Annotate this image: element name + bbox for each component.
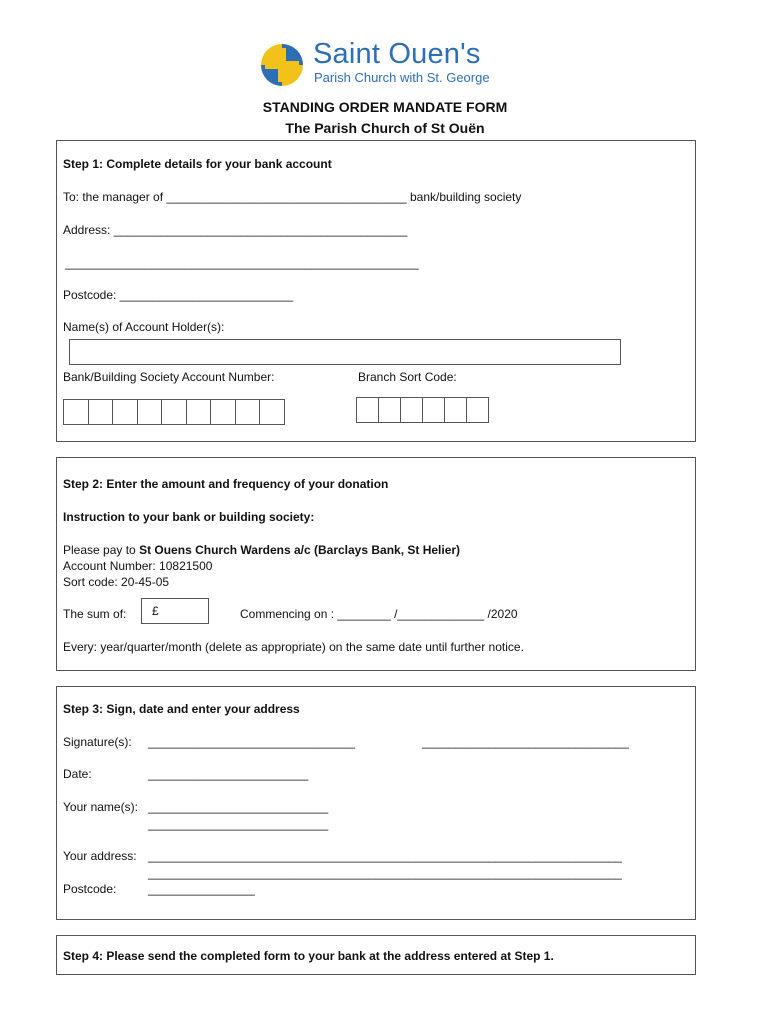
payee-account-number: Account Number: 10821500 (63, 559, 213, 573)
account-holders-input[interactable] (69, 339, 621, 365)
page-subtitle: The Parish Church of St Ouën (285, 120, 485, 136)
account-digit-cell[interactable] (88, 399, 114, 425)
your-name-field-2[interactable]: ___________________________ (148, 817, 329, 831)
date-field[interactable]: ________________________ (148, 767, 309, 781)
sort-digit-cell[interactable] (422, 397, 445, 423)
frequency-text: Every: year/quarter/month (delete as appropriate) on the same date until further notice. (63, 640, 524, 654)
currency-symbol: £ (152, 604, 159, 618)
signature-field-2[interactable]: _______________________________ (422, 735, 629, 749)
step1-heading: Step 1: Complete details for your bank account (63, 157, 332, 171)
sort-digit-cell[interactable] (356, 397, 379, 423)
your-name-field-1[interactable]: ___________________________ (148, 800, 329, 814)
account-number-label: Bank/Building Society Account Number: (63, 370, 275, 384)
step3-heading: Step 3: Sign, date and enter your address (63, 702, 300, 716)
logo-subtitle: Parish Church with St. George (314, 70, 490, 85)
your-address-label: Your address: (63, 849, 137, 863)
sort-digit-cell[interactable] (400, 397, 423, 423)
bank-address-field[interactable]: Address: ____________________________________________ (63, 223, 408, 237)
church-logo (260, 40, 520, 90)
date-label: Date: (63, 767, 92, 781)
your-name-label: Your name(s): (63, 800, 138, 814)
your-address-field-1[interactable]: _______________________________________________________________________ (148, 849, 622, 863)
sum-label: The sum of: (63, 607, 127, 621)
account-digit-cell[interactable] (161, 399, 187, 425)
sum-input[interactable] (141, 598, 209, 624)
account-digit-cell[interactable] (63, 399, 89, 425)
signature-field-1[interactable]: _______________________________ (148, 735, 355, 749)
account-digit-cell[interactable] (112, 399, 138, 425)
payee-sort-code: Sort code: 20-45-05 (63, 575, 170, 589)
step4-text: Step 4: Please send the completed form to your bank at the address entered at Step 1. (63, 949, 554, 963)
your-postcode-field[interactable]: ________________ (148, 882, 255, 896)
instruction-label: Instruction to your bank or building society: (63, 510, 315, 524)
bank-address-field-2[interactable]: _____________________________________________________ (65, 256, 419, 270)
sort-digit-cell[interactable] (444, 397, 467, 423)
your-address-field-2[interactable]: _______________________________________________________________________ (148, 866, 622, 880)
account-holders-label: Name(s) of Account Holder(s): (63, 320, 225, 334)
step1-section (56, 140, 696, 442)
payee-name: St Ouens Church Wardens a/c (Barclays Bank, St Helier) (139, 543, 461, 557)
cross-icon (260, 43, 304, 87)
page-title: STANDING ORDER MANDATE FORM (262, 99, 508, 115)
commencing-date-field[interactable]: Commencing on : ________ /_____________ /2020 (240, 607, 518, 621)
pay-to-line (63, 543, 460, 557)
your-postcode-label: Postcode: (63, 882, 117, 896)
account-digit-cell[interactable] (259, 399, 285, 425)
bank-postcode-field[interactable]: Postcode: __________________________ (63, 288, 294, 302)
logo-name: Saint Ouen's (313, 38, 481, 70)
sort-digit-cell[interactable] (466, 397, 489, 423)
step3-section (56, 686, 696, 920)
step2-section (56, 457, 696, 671)
sort-code-label: Branch Sort Code: (358, 370, 457, 384)
signature-label: Signature(s): (63, 735, 132, 749)
step4-section (56, 935, 696, 975)
account-digit-cell[interactable] (210, 399, 236, 425)
account-digit-cell[interactable] (137, 399, 163, 425)
pay-to-prefix: Please pay to (63, 543, 140, 557)
sort-digit-cell[interactable] (378, 397, 401, 423)
bank-manager-field[interactable]: To: the manager of ____________________________________ bank/building society (63, 190, 522, 204)
sort-code-input[interactable] (356, 397, 488, 423)
account-digit-cell[interactable] (235, 399, 261, 425)
step2-heading: Step 2: Enter the amount and frequency of your donation (63, 477, 389, 491)
account-number-input[interactable] (63, 399, 284, 425)
account-digit-cell[interactable] (186, 399, 212, 425)
